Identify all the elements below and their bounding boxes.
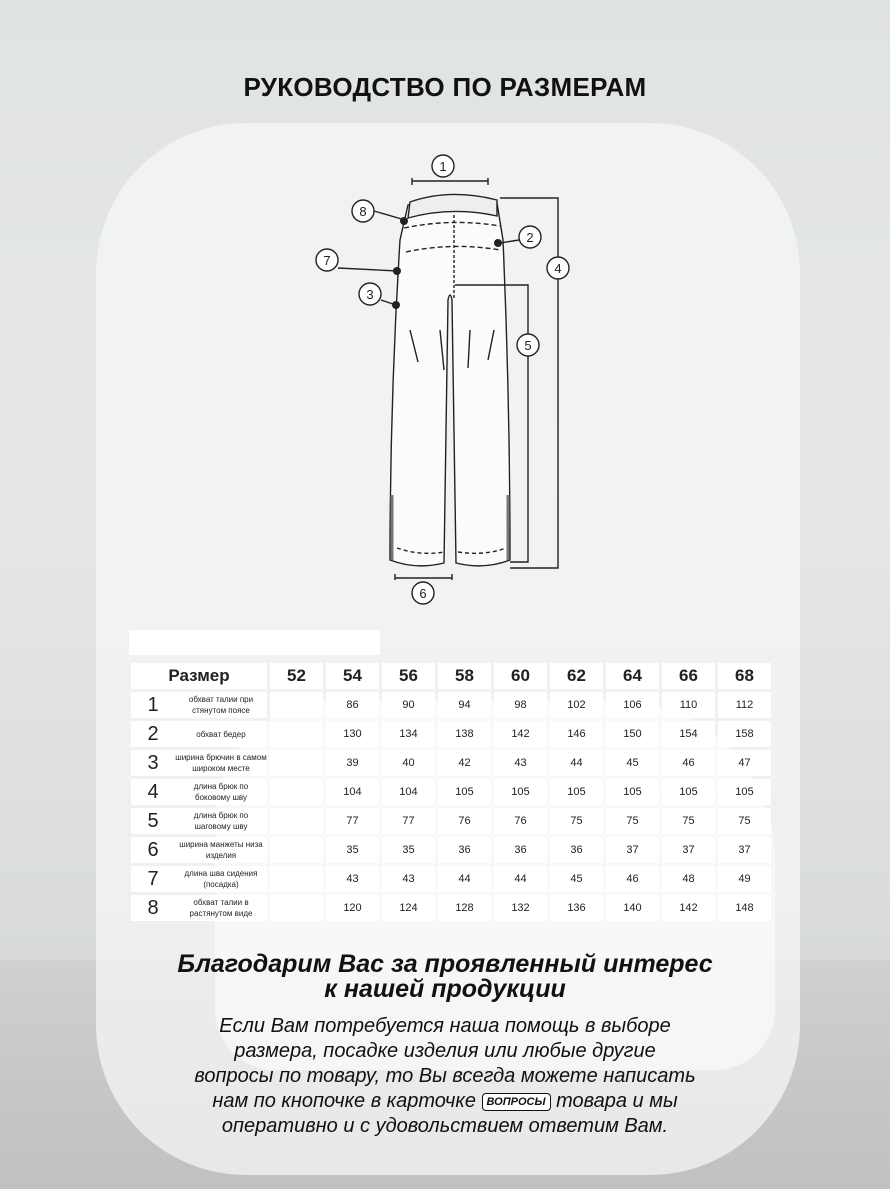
row-label-cell <box>131 866 267 892</box>
row-description <box>175 897 267 919</box>
table-row <box>131 779 771 805</box>
row-description-line: (посадка) <box>203 880 239 889</box>
diagram-label-6: 6 <box>419 586 427 601</box>
size-value-cell: 75 <box>718 808 771 834</box>
size-value-cell: 105 <box>606 779 659 805</box>
size-value-cell: 86 <box>326 692 379 718</box>
blank-banner <box>129 630 380 655</box>
header-size-62: 62 <box>550 663 603 689</box>
table-row <box>131 692 771 718</box>
size-value-cell: 110 <box>662 692 715 718</box>
row-description-line: широком месте <box>192 764 250 773</box>
size-value-cell: 76 <box>438 808 491 834</box>
row-description <box>175 752 267 774</box>
size-value-cell: 37 <box>718 837 771 863</box>
row-label-cell <box>131 692 267 718</box>
size-value-cell: 36 <box>438 837 491 863</box>
table-row <box>131 895 771 921</box>
help-line-4 <box>0 1089 890 1114</box>
row-description-line: длина шва сидения <box>184 869 258 878</box>
size-value-cell: 47 <box>718 750 771 776</box>
size-value-cell <box>270 866 323 892</box>
questions-button[interactable]: ВОПРОСЫ <box>482 1093 551 1111</box>
row-number: 8 <box>147 896 159 919</box>
size-value-cell: 77 <box>382 808 435 834</box>
size-value-cell: 43 <box>326 866 379 892</box>
trousers-outline <box>390 197 510 566</box>
diagram-label-3: 3 <box>366 287 374 302</box>
diagram-label-2: 2 <box>526 230 534 245</box>
size-value-cell: 146 <box>550 721 603 747</box>
header-size-64: 64 <box>606 663 659 689</box>
size-value-cell: 105 <box>438 779 491 805</box>
row-description-line: длина брюк по <box>193 782 249 791</box>
header-size-60: 60 <box>494 663 547 689</box>
row-number: 3 <box>147 751 159 774</box>
row-label-cell <box>131 750 267 776</box>
trousers-diagram <box>300 150 600 610</box>
page-title: РУКОВОДСТВО ПО РАЗМЕРАМ <box>243 72 647 102</box>
row-label-cell <box>131 837 267 863</box>
table-row <box>131 808 771 834</box>
size-value-cell: 102 <box>550 692 603 718</box>
row-description-line: стянутом поясе <box>192 706 250 715</box>
row-description <box>175 781 267 803</box>
row-number: 7 <box>147 867 159 890</box>
table-row <box>131 866 771 892</box>
row-number: 5 <box>147 809 159 832</box>
size-value-cell: 45 <box>550 866 603 892</box>
size-value-cell: 142 <box>494 721 547 747</box>
size-value-cell <box>270 692 323 718</box>
row-description <box>175 729 267 740</box>
size-value-cell <box>270 837 323 863</box>
size-value-cell: 76 <box>494 808 547 834</box>
size-value-cell <box>270 808 323 834</box>
size-value-cell: 46 <box>662 750 715 776</box>
header-size-58: 58 <box>438 663 491 689</box>
size-value-cell: 35 <box>382 837 435 863</box>
size-value-cell <box>270 750 323 776</box>
size-value-cell: 158 <box>718 721 771 747</box>
row-description-line: изделия <box>205 851 237 860</box>
size-value-cell: 130 <box>326 721 379 747</box>
row-description-line: растянутом виде <box>189 909 253 918</box>
row-description-line: боковому шву <box>195 793 247 802</box>
size-value-cell: 104 <box>382 779 435 805</box>
size-value-cell: 45 <box>606 750 659 776</box>
size-value-cell <box>270 779 323 805</box>
diagram-label-5: 5 <box>524 338 532 353</box>
size-value-cell: 37 <box>606 837 659 863</box>
header-size-52: 52 <box>270 663 323 689</box>
size-value-cell: 132 <box>494 895 547 921</box>
size-value-cell: 75 <box>606 808 659 834</box>
size-value-cell: 105 <box>662 779 715 805</box>
row-number: 4 <box>147 780 159 803</box>
header-size-66: 66 <box>662 663 715 689</box>
size-value-cell: 39 <box>326 750 379 776</box>
row-description-line: длина брюк по <box>193 811 249 820</box>
size-value-cell: 105 <box>718 779 771 805</box>
size-value-cell: 140 <box>606 895 659 921</box>
size-value-cell: 40 <box>382 750 435 776</box>
thanks-line-1: Благодарим Вас за проявленный интерес <box>177 950 713 978</box>
size-value-cell: 36 <box>494 837 547 863</box>
size-value-cell: 49 <box>718 866 771 892</box>
size-value-cell: 35 <box>326 837 379 863</box>
size-value-cell: 75 <box>662 808 715 834</box>
size-value-cell <box>270 721 323 747</box>
size-value-cell: 106 <box>606 692 659 718</box>
row-label-cell <box>131 779 267 805</box>
size-value-cell: 48 <box>662 866 715 892</box>
row-description-line: ширина брючин в самом <box>175 753 267 762</box>
size-value-cell: 44 <box>438 866 491 892</box>
help-line-4-end: товара и мы <box>556 1090 678 1112</box>
header-size-54: 54 <box>326 663 379 689</box>
size-value-cell: 105 <box>494 779 547 805</box>
row-label-cell <box>131 895 267 921</box>
row-description <box>175 868 267 890</box>
size-value-cell: 142 <box>662 895 715 921</box>
size-value-cell: 37 <box>662 837 715 863</box>
row-description-line: шаговому шву <box>194 822 248 831</box>
size-value-cell: 90 <box>382 692 435 718</box>
row-description-line: обхват талии при <box>188 695 254 704</box>
row-number: 1 <box>147 693 159 716</box>
size-value-cell: 148 <box>718 895 771 921</box>
table-row <box>131 721 771 747</box>
diagram-label-7: 7 <box>323 253 331 268</box>
diagram-label-1: 1 <box>439 159 447 174</box>
row-description-line: обхват бедер <box>196 729 246 739</box>
diagram-label-8: 8 <box>359 204 367 219</box>
size-value-cell: 120 <box>326 895 379 921</box>
row-label-cell <box>131 721 267 747</box>
row-number: 6 <box>147 838 159 861</box>
thanks-line-2: к нашей продукции <box>324 975 566 1003</box>
row-description-line: обхват талии в <box>193 898 249 907</box>
help-line-2: размера, посадке изделия или любые другие <box>234 1040 656 1062</box>
size-value-cell <box>270 895 323 921</box>
size-table <box>128 660 774 924</box>
size-value-cell: 43 <box>382 866 435 892</box>
size-value-cell: 94 <box>438 692 491 718</box>
size-value-cell: 128 <box>438 895 491 921</box>
size-value-cell: 124 <box>382 895 435 921</box>
table-header-row <box>131 663 771 689</box>
row-number: 2 <box>147 722 159 745</box>
size-value-cell: 136 <box>550 895 603 921</box>
size-value-cell: 36 <box>550 837 603 863</box>
size-value-cell: 75 <box>550 808 603 834</box>
size-value-cell: 150 <box>606 721 659 747</box>
row-description-line: ширина манжеты низа <box>179 840 263 849</box>
size-value-cell: 77 <box>326 808 379 834</box>
table-row <box>131 837 771 863</box>
row-description <box>175 810 267 832</box>
help-line-3: вопросы по товару, то Вы всегда можете написать <box>194 1065 696 1087</box>
size-value-cell: 44 <box>550 750 603 776</box>
size-value-cell: 46 <box>606 866 659 892</box>
row-label-cell <box>131 808 267 834</box>
row-description <box>175 694 267 716</box>
size-value-cell: 98 <box>494 692 547 718</box>
size-value-cell: 134 <box>382 721 435 747</box>
size-value-cell: 104 <box>326 779 379 805</box>
diagram-label-4: 4 <box>554 261 562 276</box>
size-value-cell: 112 <box>718 692 771 718</box>
help-line-4-start: нам по кнопочке в карточке <box>212 1090 476 1112</box>
size-value-cell: 105 <box>550 779 603 805</box>
size-value-cell: 44 <box>494 866 547 892</box>
header-size-label: Размер <box>131 663 267 689</box>
size-value-cell: 154 <box>662 721 715 747</box>
header-size-68: 68 <box>718 663 771 689</box>
size-value-cell: 43 <box>494 750 547 776</box>
size-value-cell: 42 <box>438 750 491 776</box>
help-line-1: Если Вам потребуется наша помощь в выборе <box>219 1015 671 1037</box>
header-size-56: 56 <box>382 663 435 689</box>
help-line-5: оперативно и с удовольствием ответим Вам. <box>221 1115 669 1137</box>
size-value-cell: 138 <box>438 721 491 747</box>
row-description <box>175 839 267 861</box>
table-row <box>131 750 771 776</box>
